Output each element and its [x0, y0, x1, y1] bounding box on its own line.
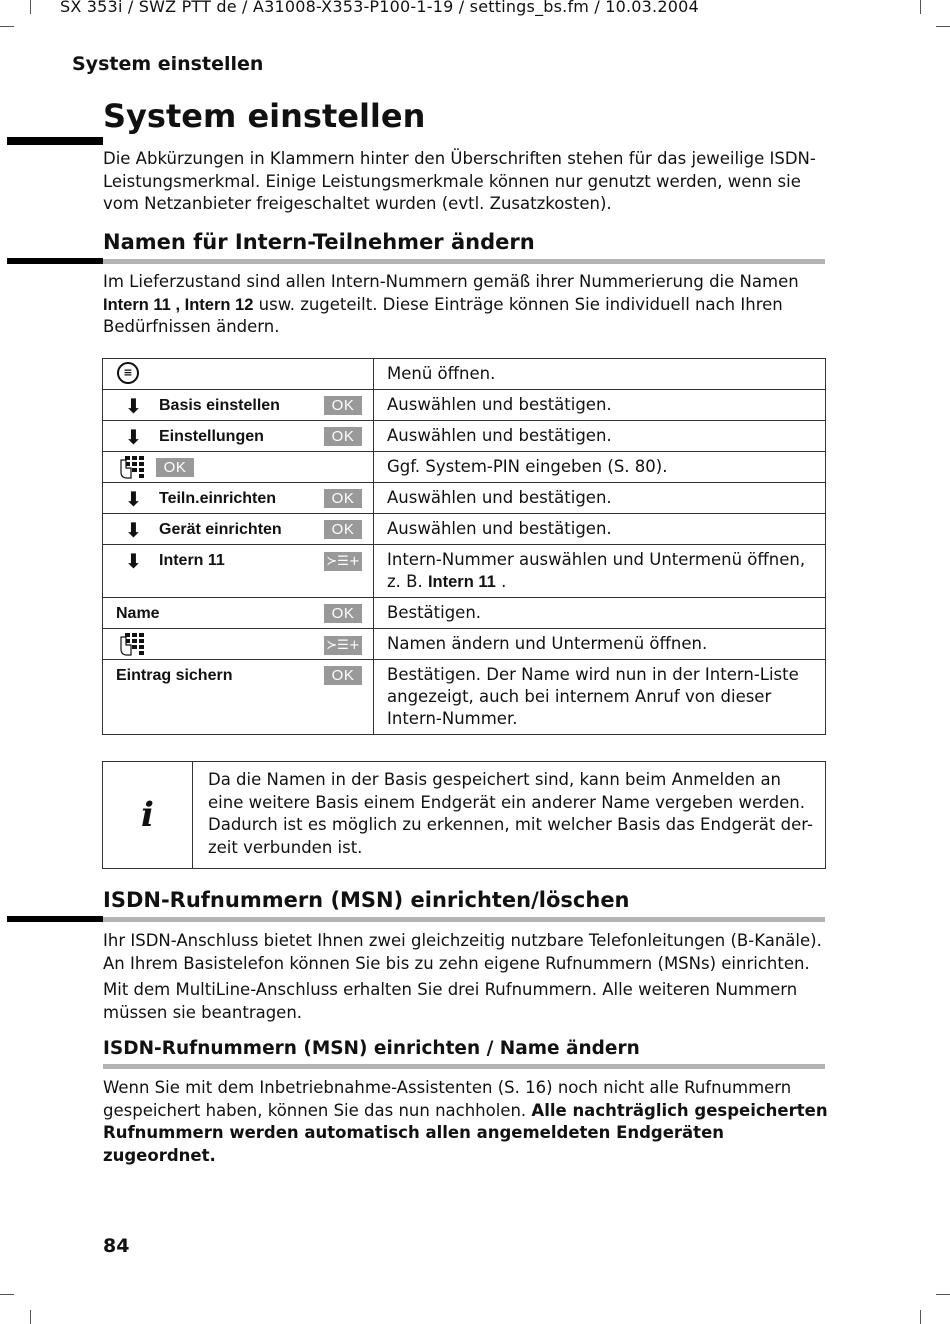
step-key-cell — [103, 421, 374, 452]
step-label: Gerät einrichten — [159, 521, 282, 538]
msn-heading: ISDN-Rufnummern (MSN) einrichten/löschen — [103, 888, 630, 912]
step-key-cell — [103, 660, 374, 735]
running-title: System einstellen — [72, 53, 264, 75]
page-number: 84 — [103, 1235, 130, 1257]
ok-key: OK — [324, 604, 362, 623]
names-heading: Namen für Intern-Teilnehmer ändern — [103, 230, 535, 254]
bold-text: Alle nachträglich gespeicherten Rufnummern werden automatisch allen angemeldeten Endgeräten zugeordnet. — [103, 1100, 828, 1165]
crop-mark — [30, 0, 31, 14]
page-title: System einstellen — [103, 97, 426, 135]
step-desc: Auswählen und bestätigen. — [374, 514, 826, 545]
arrow-down-icon: ⬇ — [125, 518, 142, 542]
ok-key: OK — [324, 666, 362, 685]
step-key-cell — [103, 390, 374, 421]
step-key-cell — [103, 483, 374, 514]
ok-key: OK — [324, 427, 362, 446]
step-desc: Auswählen und bestätigen. — [374, 483, 826, 514]
crop-mark — [920, 1310, 921, 1324]
ok-key: OK — [156, 458, 194, 477]
msn-name-heading: ISDN-Rufnummern (MSN) einrichten / Name ändern — [103, 1038, 640, 1059]
step-desc: Ggf. System-PIN eingeben (S. 80). — [374, 452, 826, 483]
step-desc: Menü öffnen. — [374, 359, 826, 390]
heading-bar — [7, 916, 103, 922]
submenu-key-icon: ≻☰+ — [324, 636, 362, 655]
ok-key: OK — [324, 489, 362, 508]
step-desc: Auswählen und bestätigen. — [374, 421, 826, 452]
step-label: Teiln.einrichten — [159, 490, 277, 507]
heading-rule — [103, 259, 825, 264]
crop-mark — [0, 1294, 14, 1295]
msn-paragraph: Mit dem MultiLine-Anschluss erhalten Sie drei Rufnummern. Alle weiteren Nummern müssen sie beantragen. — [103, 980, 798, 1022]
heading-bar — [7, 258, 103, 264]
heading-rule — [103, 1064, 825, 1069]
arrow-down-icon: ⬇ — [125, 425, 142, 449]
step-label: Name — [116, 605, 160, 622]
info-box — [102, 761, 826, 869]
display-text: , — [170, 295, 185, 314]
table-row — [103, 514, 826, 545]
text: Wenn Sie mit dem Inbetriebnahme-Assistenten (S. 16) noch nicht alle Rufnummern gespeichert haben, können Sie das nun nachholen. — [103, 1078, 792, 1120]
display-text: Intern 11 — [103, 295, 171, 314]
step-key-cell — [103, 629, 374, 660]
names-paragraph — [103, 271, 828, 339]
text: usw. zugeteilt. Diese Einträge können Sie individuell nach Ihren Bedürfnissen ändern. — [103, 294, 783, 336]
steps-table — [102, 358, 826, 735]
table-row — [103, 421, 826, 452]
table-row — [103, 545, 826, 598]
table-row — [103, 452, 826, 483]
keypad-icon — [117, 633, 149, 657]
info-text: Da die Namen in der Basis gespeichert sind, kann beim Anmelden an eine weitere Basis einem Endgerät ein anderer Name vergeben werden. Dadurch ist es möglich zu erkennen, mit welcher Basis das Endgerät der-zeit verbunden ist. — [208, 770, 813, 857]
heading-rule — [103, 917, 825, 922]
crop-mark — [936, 1294, 950, 1295]
keypad-icon — [117, 456, 149, 480]
step-key-cell — [103, 545, 374, 598]
step-key-cell — [103, 514, 374, 545]
msn-paragraph: Ihr ISDN-Anschluss bietet Ihnen zwei gleichzeitig nutzbare Telefonleitungen (B-Kanäle). An Ihrem Basistelefon können Sie bis zu zehn eigene Rufnummern (MSNs) einrichten. — [103, 931, 822, 973]
crop-mark — [0, 26, 14, 27]
table-row — [103, 390, 826, 421]
table-row — [103, 660, 826, 735]
arrow-down-icon: ⬇ — [125, 394, 142, 418]
table-row — [103, 359, 826, 390]
step-key-cell — [103, 452, 374, 483]
msn-name-paragraph — [103, 1077, 828, 1167]
ok-key: OK — [324, 520, 362, 539]
step-key-cell — [103, 359, 374, 390]
crop-mark — [936, 26, 950, 27]
arrow-down-icon: ⬇ — [125, 487, 142, 511]
step-desc: Namen ändern und Untermenü öffnen. — [374, 629, 826, 660]
crop-mark — [920, 0, 921, 14]
step-desc: Auswählen und bestätigen. — [374, 390, 826, 421]
table-row — [103, 483, 826, 514]
text: . — [495, 572, 507, 591]
step-desc: Bestätigen. — [374, 598, 826, 629]
step-label: Intern 11 — [159, 552, 225, 569]
menu-key-icon: ≡ — [117, 362, 139, 384]
heading-bar — [7, 137, 103, 145]
step-desc — [374, 545, 826, 598]
text: Intern-Nummer auswählen und Untermenü öffnen, z. B. — [387, 550, 806, 591]
submenu-key-icon: ≻☰+ — [324, 552, 362, 571]
file-header: SX 353i / SWZ PTT de / A31008-X353-P100-1-19 / settings_bs.fm / 10.03.2004 — [60, 0, 699, 16]
info-icon: i — [103, 762, 193, 868]
crop-mark — [30, 1310, 31, 1324]
intro-paragraph: Die Abkürzungen in Klammern hinter den Überschriften stehen für das jeweilige ISDN-Leistungsmerkmal. Einige Leistungsmerkmale können nur genutzt werden, wenn sie vom Netzanbieter freigeschaltet wurden (evtl. Zusatzkosten). — [103, 149, 816, 213]
arrow-down-icon: ⬇ — [125, 549, 142, 573]
text: Im Lieferzustand sind allen Intern-Nummern gemäß ihrer Nummerierung die Namen — [103, 272, 799, 291]
step-desc: Bestätigen. Der Name wird nun in der Intern-Liste angezeigt, auch bei internem Anruf von dieser Intern-Nummer. — [374, 660, 826, 735]
display-text: Intern 12 — [184, 295, 254, 314]
display-text: Intern 11 — [427, 573, 496, 591]
step-label: Einstellungen — [159, 428, 264, 445]
step-label: Eintrag sichern — [116, 667, 233, 684]
ok-key: OK — [324, 396, 362, 415]
step-key-cell — [103, 598, 374, 629]
table-row — [103, 598, 826, 629]
step-label: Basis einstellen — [159, 397, 280, 414]
table-row — [103, 629, 826, 660]
